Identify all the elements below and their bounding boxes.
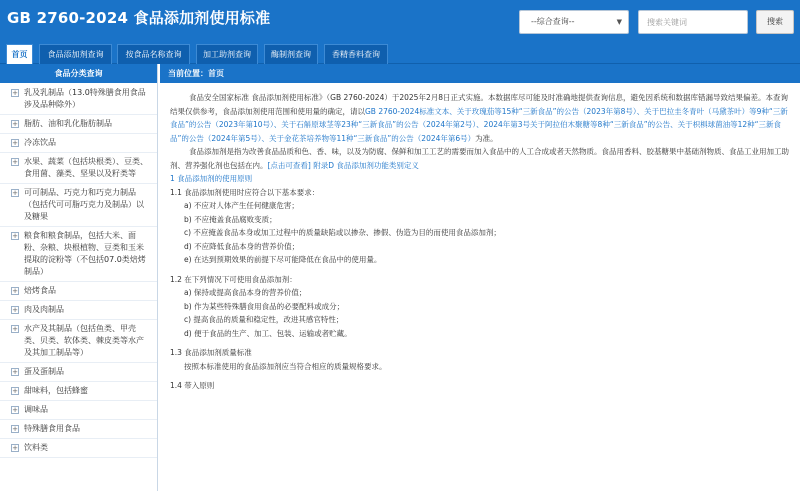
expand-icon[interactable]: +: [12, 287, 18, 295]
list-item: e) 在达到预期效果的前提下尽可能降低在食品中的使用量。: [184, 255, 382, 264]
sidebar-item[interactable]: + 水果、蔬菜（包括块根类）、豆类、食用菌、藻类、坚果以及籽类等: [0, 153, 157, 184]
list-item: d) 便于食品的生产、加工、包装、运输或者贮藏。: [184, 328, 352, 338]
sidebar-item[interactable]: + 甜味料，包括蜂蜜: [0, 382, 157, 401]
expand-icon[interactable]: +: [12, 444, 18, 452]
expand-icon[interactable]: +: [12, 158, 18, 166]
sidebar-item[interactable]: + 水产及其制品（包括鱼类、甲壳类、贝类、软体类、棘皮类等水产及其加工制品等）: [0, 320, 157, 363]
appendix-d-link[interactable]: [点击可查看] 附录D 食品添加剂功能类别定义: [267, 160, 419, 170]
sidebar-item[interactable]: + 蛋及蛋制品: [0, 363, 157, 382]
sidebar-item[interactable]: + 焙烤食品: [0, 282, 157, 301]
search-type-select[interactable]: [519, 10, 629, 34]
subsection-heading: 1.4 带入原则: [170, 381, 215, 390]
intro-paragraph: 食品安全国家标准 食品添加剂使用标准》（GB 2760-2024）于2025年2月8日正式实施。本数据库尽可能及时准确地提供查询信息，避免因系统和数据库错漏导致结果偏差。本查询结果仅供参考，食品添加剂使用范围和使用量的确定，请以GB 2760-2024标准文本、关于玫瑰茄等15种“三新食品”的公告（2023年第8号）、关于巴拉圭冬青叶（马黛茶叶）等9种“三新食品”的公告（2023年第10号）、关于石斛原球茎等23种“三新食品”的公告（2024年第2号）、2024年第3号关于阿拉伯木聚糖等8种“三新食品”的公告、关于枳椇球菌油等12种“三新食品”的公告（2024年第5号）、关于金花茶培养物等11种“三新食品”的公告（2024年第6号）为准。: [170, 93, 788, 143]
expand-icon[interactable]: +: [12, 139, 18, 147]
subsection-heading: 1.2 在下列情况下可使用食品添加剂：: [170, 274, 297, 284]
search-button[interactable]: 搜索: [756, 10, 794, 34]
sidebar-item[interactable]: + 可可制品、巧克力和巧克力制品（包括代可可脂巧克力及制品）以及糖果: [0, 184, 157, 227]
expand-icon[interactable]: +: [12, 368, 18, 376]
expand-icon[interactable]: +: [12, 232, 18, 240]
sidebar-item[interactable]: + 冷冻饮品: [0, 134, 157, 153]
list-item: b) 作为某些特殊膳食用食品的必要配料或成分；: [184, 301, 345, 311]
content-body: [160, 83, 800, 393]
sidebar-item[interactable]: + 肉及肉制品: [0, 301, 157, 320]
list-item: c) 提高食品的质量和稳定性，改进其感官特性；: [184, 315, 344, 324]
tab-additive-query[interactable]: 食品添加剂查询: [39, 44, 112, 64]
sidebar-title: 食品分类查询: [0, 64, 157, 83]
breadcrumb: 当前位置：首页: [160, 64, 800, 83]
expand-icon[interactable]: +: [12, 325, 18, 333]
paragraph: 按照本标准使用的食品添加剂应当符合相应的质量规格要求。: [184, 361, 387, 371]
chevron-down-icon: ▼: [616, 18, 622, 26]
search-input[interactable]: [638, 10, 748, 34]
list-item: a) 不应对人体产生任何健康危害；: [184, 201, 299, 210]
section-heading: 1 食品添加剂的使用原则: [170, 174, 253, 183]
tab-food-name-query[interactable]: 按食品名称查询: [117, 44, 190, 64]
tab-home[interactable]: 首页: [6, 44, 33, 64]
category-list: [0, 83, 157, 458]
expand-icon[interactable]: +: [12, 89, 18, 97]
expand-icon[interactable]: +: [12, 425, 18, 433]
main-content: [160, 64, 800, 491]
sidebar-item[interactable]: + 粮食和粮食制品，包括大米、面粉、杂粮、块根植物、豆类和玉米提取的淀粉等（不包括07.0类焙烤制品）: [0, 227, 157, 282]
expand-icon[interactable]: +: [12, 306, 18, 314]
sidebar-item[interactable]: + 特殊膳食用食品: [0, 420, 157, 439]
sidebar-item[interactable]: + 调味品: [0, 401, 157, 420]
sidebar-item[interactable]: + 脂肪、油和乳化脂肪制品: [0, 115, 157, 134]
expand-icon[interactable]: +: [12, 120, 18, 128]
sidebar: [0, 64, 158, 491]
select-value: --综合查询--: [531, 17, 575, 26]
site-title[interactable]: GB 2760-2024 食品添加剂使用标准: [7, 9, 271, 27]
sidebar-item[interactable]: + 饮料类: [0, 439, 157, 458]
tab-processing-aid-query[interactable]: 加工助剂查询: [196, 44, 258, 64]
standard-links[interactable]: GB 2760-2024标准文本、关于玫瑰茄等15种“三新食品”的公告（2023年第8号）、关于巴拉圭冬青叶（马黛茶叶）等9种“三新食品”的公告（2023年第10号）、关于石斛原球茎等23种“三新食品”的公告（2024年第2号）、2024年第3号关于阿拉伯木聚糖等8种“三新食品”的公告、关于枳椇球菌油等12种“三新食品”的公告（2024年第5号）、关于金花茶培养物等11种“三新食品”的公告（2024年第6号）: [170, 106, 788, 143]
tab-flavor-query[interactable]: 香精香料查询: [324, 44, 388, 64]
list-item: d) 不应降低食品本身的营养价值；: [184, 241, 300, 251]
list-item: c) 不应掩盖食品本身或加工过程中的质量缺陷或以掺杂、掺假、伪造为目的而使用食品添加剂；: [184, 228, 501, 237]
list-item: b) 不应掩盖食品腐败变质；: [184, 214, 277, 224]
expand-icon[interactable]: +: [12, 406, 18, 414]
definition-paragraph: 食品添加剂是指为改善食品品质和色、香、味，以及为防腐、保鲜和加工工艺的需要而加入食品中的人工合成或者天然物质。食品用香料、胶基糖果中基础剂物质、食品工业用加工助剂、营养强化剂也包括在内。[点击可查看] 附录D 食品添加剂功能类别定义: [170, 147, 789, 170]
list-item: a) 保持或提高食品本身的营养价值；: [184, 288, 307, 297]
expand-icon[interactable]: +: [12, 189, 18, 197]
nav-tabs: [0, 44, 800, 64]
subsection-heading: 1.3 食品添加剂质量标准: [170, 348, 252, 357]
tab-enzyme-query[interactable]: 酶制剂查询: [264, 44, 318, 64]
expand-icon[interactable]: +: [12, 387, 18, 395]
sidebar-item[interactable]: + 乳及乳制品（13.0特殊膳食用食品涉及品种除外）: [0, 84, 157, 115]
header: [0, 0, 800, 44]
subsection-heading: 1.1 食品添加剂使用时应符合以下基本要求：: [170, 187, 320, 197]
